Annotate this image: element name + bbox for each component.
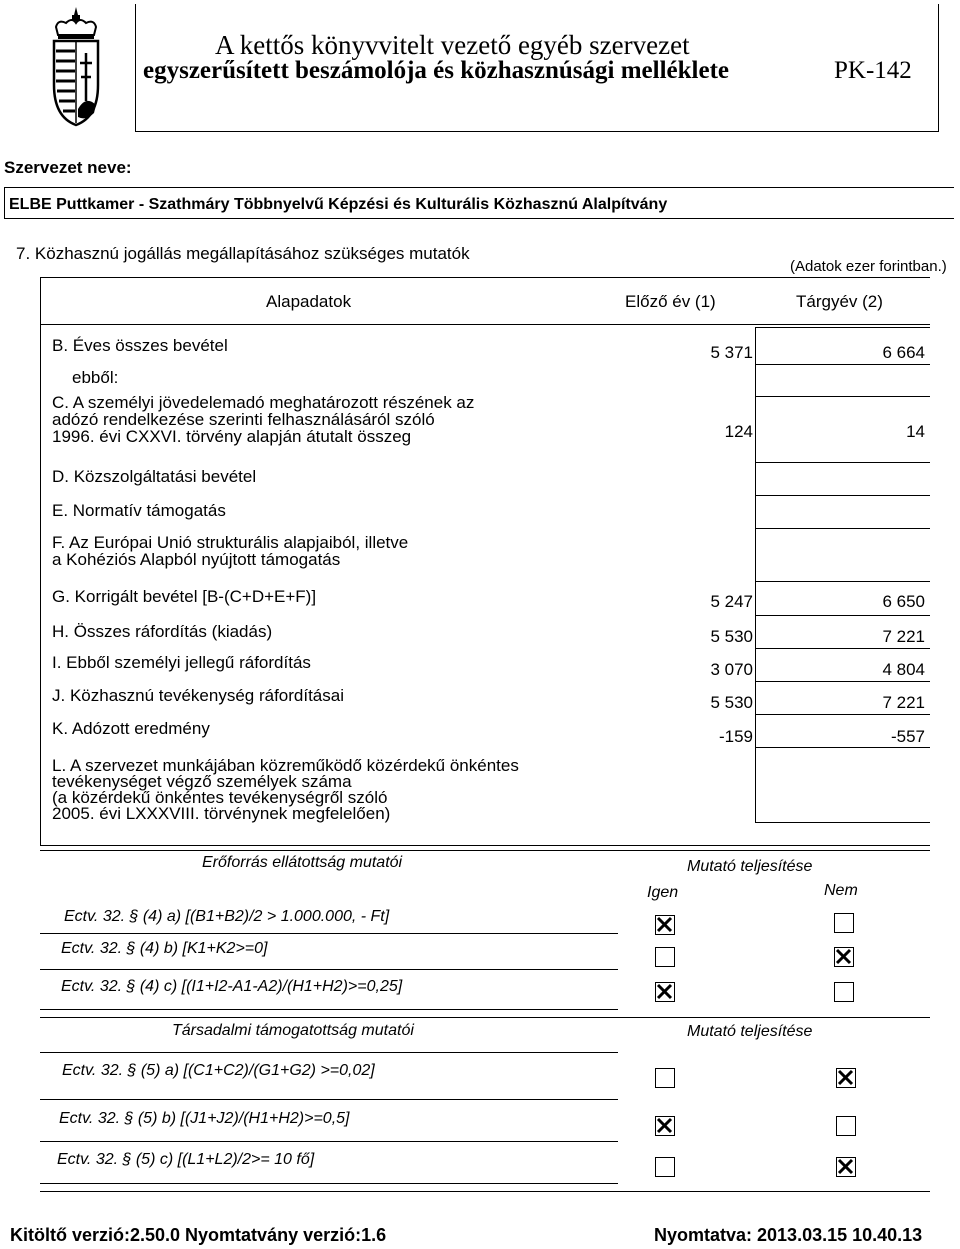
row-h-prev: 5 530 — [710, 627, 753, 646]
footer-printed: Nyomtatva: 2013.03.15 10.40.13 — [654, 1225, 923, 1245]
resource-b-no-checkbox[interactable] — [834, 947, 854, 967]
social-title: Társadalmi támogatottság mutatói — [172, 1022, 414, 1039]
row-l-label-1: L. A szervezet munkájában közreműködő közérdekű önkéntes — [52, 756, 519, 775]
resource-item-a-label: Ectv. 32. § (4) a) [(B1+B2)/2 > 1.000.000, - Ft] — [64, 908, 390, 925]
row-h-curr: 7 221 — [882, 627, 925, 646]
row-l-label-3: (a közérdekű önkéntes tevékenységről szóló — [52, 788, 388, 807]
row-l-label-4: 2005. évi LXXXVIII. törvénynek megfelelően) — [52, 804, 391, 823]
row-b-label: B. Éves összes bevétel — [52, 336, 228, 355]
row-c-label-1: C. A személyi jövedelemadó meghatározott részének az — [52, 393, 475, 412]
social-c-no-checkbox[interactable] — [836, 1157, 856, 1177]
social-item-b-label: Ectv. 32. § (5) b) [(J1+J2)/(H1+H2)>=0,5] — [59, 1110, 350, 1127]
row-g-curr: 6 650 — [882, 592, 925, 611]
unit-note: (Adatok ezer forintban.) — [790, 258, 947, 275]
social-b-no-checkbox[interactable] — [836, 1116, 856, 1136]
social-c-yes-checkbox[interactable] — [655, 1157, 675, 1177]
social-a-yes-checkbox[interactable] — [655, 1068, 675, 1088]
row-b-prev: 5 371 — [710, 343, 753, 362]
row-b-curr: 6 664 — [882, 343, 925, 362]
form-title-line1: A kettős könyvvitelt vezető egyéb szervezet — [215, 30, 690, 60]
resource-yes-header: Igen — [647, 884, 679, 901]
row-l-label-2: tevékenységet végző személyek száma — [52, 772, 352, 791]
row-f-label-1: F. Az Európai Unió strukturális alapjaiból, illetve — [52, 533, 409, 552]
resource-a-no-checkbox[interactable] — [834, 913, 854, 933]
footer-version: Kitöltő verzió:2.50.0 Nyomtatvány verzió:1.6 — [10, 1225, 387, 1245]
resource-b-yes-checkbox[interactable] — [655, 947, 675, 967]
social-a-no-checkbox[interactable] — [836, 1068, 856, 1088]
resource-col-title: Mutató teljesítése — [687, 858, 813, 875]
row-k-prev: -159 — [718, 727, 753, 746]
row-j-prev: 5 530 — [710, 693, 753, 712]
row-i-prev: 3 070 — [710, 660, 753, 679]
row-g-label: G. Korrigált bevétel [B-(C+D+E+F)] — [52, 587, 317, 606]
resource-title: Erőforrás ellátottság mutatói — [202, 854, 403, 871]
row-j-curr: 7 221 — [882, 693, 925, 712]
resource-c-yes-checkbox[interactable] — [655, 982, 675, 1002]
row-e-label: E. Normatív támogatás — [52, 501, 226, 520]
col-header-curr: Tárgyév (2) — [796, 292, 883, 311]
org-name: ELBE Puttkamer - Szathmáry Többnyelvű Képzési és Kulturális Közhasznú Alalpítvány — [9, 196, 668, 213]
row-k-label: K. Adózott eredmény — [52, 719, 210, 738]
row-c-label-2: adózó rendelkezése szerinti felhasználásáról szóló — [52, 410, 435, 429]
row-j-label: J. Közhasznú tevékenység ráfordításai — [52, 686, 344, 705]
resource-item-c-label: Ectv. 32. § (4) c) [(I1+I2-A1-A2)/(H1+H2)>=0,25] — [61, 978, 403, 995]
row-d-label: D. Közszolgáltatási bevétel — [52, 467, 257, 486]
resource-no-header: Nem — [824, 882, 858, 899]
form-title-line2: egyszerűsített beszámolója és közhasznúsági melléklete — [143, 57, 729, 84]
social-col-title: Mutató teljesítése — [687, 1023, 813, 1040]
org-label: Szervezet neve: — [4, 158, 132, 177]
row-f-label-2: a Kohéziós Alapból nyújtott támogatás — [52, 550, 341, 569]
social-b-yes-checkbox[interactable] — [655, 1116, 675, 1136]
section-title: 7. Közhasznú jogállás megállapításához szükséges mutatók — [16, 244, 470, 263]
resource-item-b-label: Ectv. 32. § (4) b) [K1+K2>=0] — [61, 940, 268, 957]
col-header-base: Alapadatok — [266, 292, 352, 311]
row-c-label-3: 1996. évi CXXVI. törvény alapján átutalt összeg — [52, 427, 412, 446]
coat-of-arms-icon — [48, 5, 104, 129]
row-i-curr: 4 804 — [882, 660, 925, 679]
row-k-curr: -557 — [890, 727, 925, 746]
row-ebbol-label: ebből: — [72, 368, 119, 387]
row-c-prev: 124 — [724, 422, 753, 441]
resource-a-yes-checkbox[interactable] — [655, 915, 675, 935]
form-code: PK-142 — [834, 57, 912, 84]
row-h-label: H. Összes ráfordítás (kiadás) — [52, 622, 273, 641]
social-item-c-label: Ectv. 32. § (5) c) [(L1+L2)/2>= 10 fő] — [57, 1151, 315, 1168]
resource-c-no-checkbox[interactable] — [834, 982, 854, 1002]
social-item-a-label: Ectv. 32. § (5) a) [(C1+C2)/(G1+G2) >=0,02] — [62, 1062, 375, 1079]
row-g-prev: 5 247 — [710, 592, 753, 611]
col-header-prev: Előző év (1) — [625, 292, 716, 311]
row-c-curr: 14 — [906, 422, 925, 441]
row-i-label: I. Ebből személyi jellegű ráfordítás — [52, 653, 311, 672]
